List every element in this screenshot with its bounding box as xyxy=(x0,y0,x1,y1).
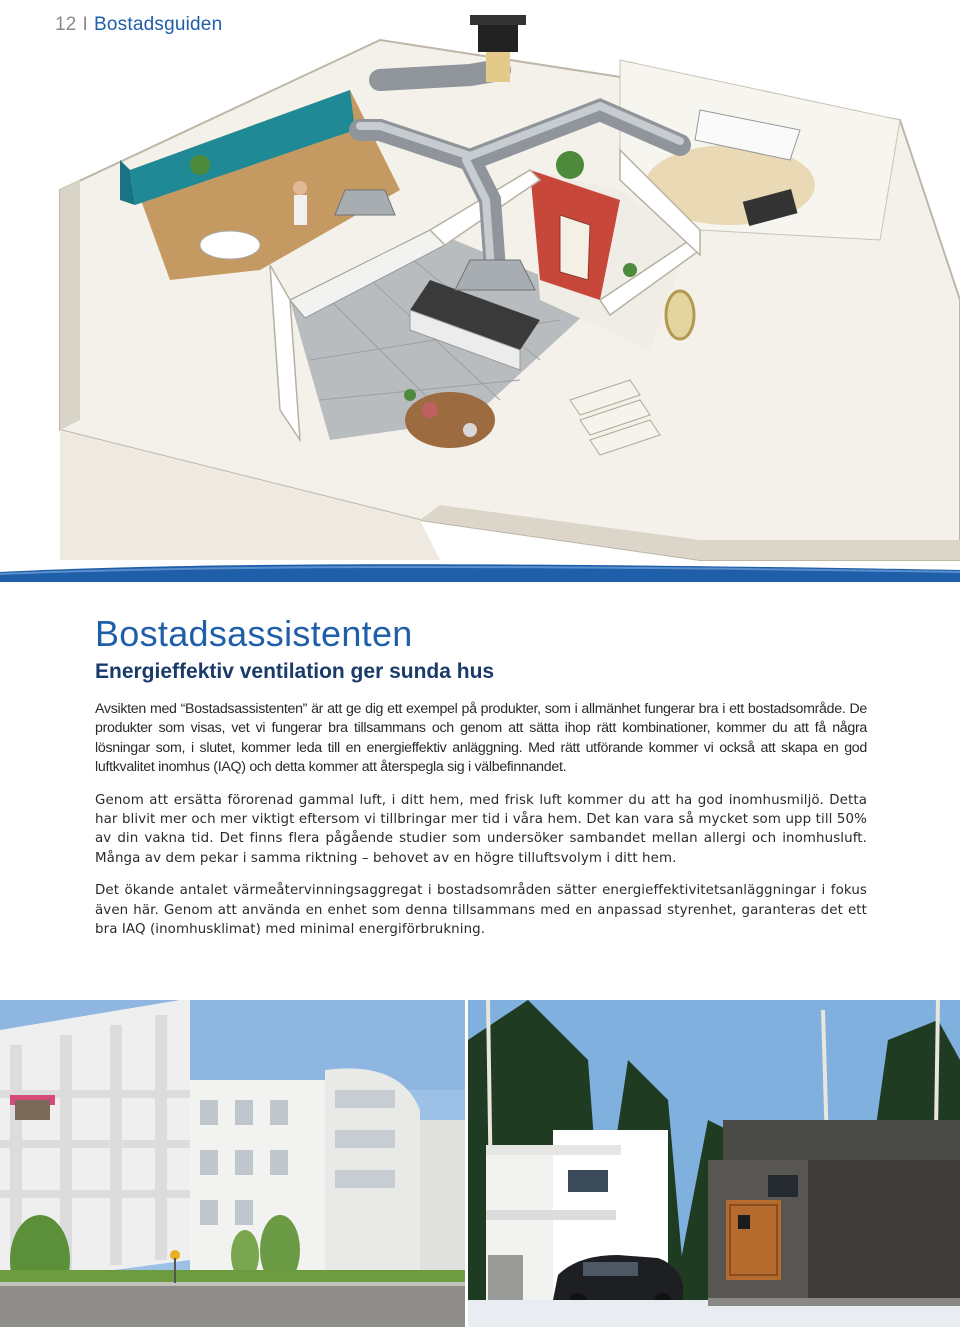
paragraph-indoor-air: Genom att ersätta förorenad gammal luft, i ditt hem, med frisk luft kommer du att ha god inomhusmiljö. Detta har blivit mer och mer viktigt eftersom vi tillbringar mer tid i våra hem. Det kan vara så mycket som upp till 50% av din vakna tid. Det finns flera pågående studier som undersöker sambandet mellan allergi och inomhusluft. Många av dem pekar i samma riktning – behovet av en högre tilluftsvolym i ditt hem. xyxy=(95,792,867,866)
house-cutaway-illustration xyxy=(0,0,960,580)
modern-houses-photo xyxy=(468,1000,960,1327)
section-name: Bostadsguiden xyxy=(94,14,223,35)
article-title: Bostadsassistenten xyxy=(95,613,413,654)
article-subtitle: Energieffektiv ventilation ger sunda hus xyxy=(95,660,495,683)
paragraph-intro: Avsikten med “Bostadsassistenten” är att ge dig ett exempel på produkter, som i allmänhet fungerar bra i ett bostadsområde. De produkter som visas, vet vi fungerar bra tillsammans och genom att sätta ihop rätt kombinationer, kommer du att få några lösningar som, i slutet, kommer leda till en energieffektiv anläggning. Med rätt utförande kommer vi också att skapa en god luftkvalitet inomhus (IAQ) och detta kommer att återspegla sig i välbefinnandet. xyxy=(95,701,867,776)
paragraph-energy: Det ökande antalet värmeåtervinningsaggregat i bostadsområden sätter energieffektivitetsanläggningar i fokus även här. Genom att använda en enhet som denna tillsammans med en anpassad styrenhet, garanteras det ett bra IAQ (inomhusklimat) med minimal energiförbrukning. xyxy=(95,883,867,938)
apartment-building-photo xyxy=(0,1000,465,1327)
article xyxy=(95,612,867,939)
page-number: 12 xyxy=(55,14,77,35)
header-separator: I xyxy=(82,14,89,35)
decorative-blue-band xyxy=(0,560,960,582)
